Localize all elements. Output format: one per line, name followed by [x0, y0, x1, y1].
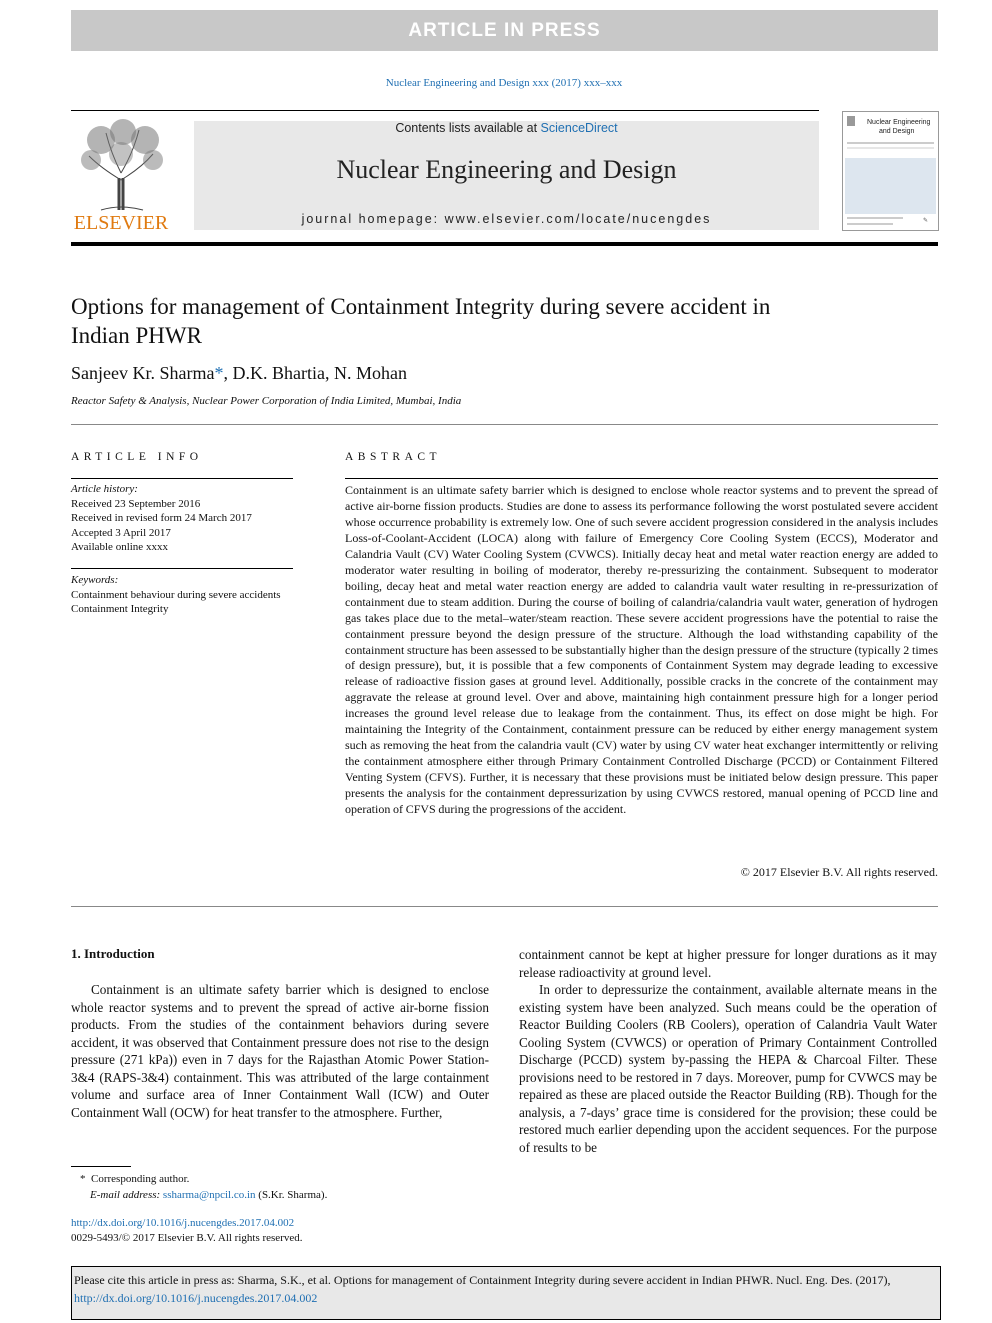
history-item: Accepted 3 April 2017 [71, 526, 171, 539]
article-info-heading: ARTICLE INFO [71, 451, 203, 463]
article-info-rule [71, 478, 293, 479]
footnote-mark: * [80, 1173, 86, 1185]
header-top-rule [71, 110, 819, 111]
email-suffix: (S.Kr. Sharma). [258, 1189, 328, 1201]
abstract-rule [345, 478, 938, 479]
cite-doi-link[interactable]: http://dx.doi.org/10.1016/j.nucengdes.2017.04.002 [74, 1291, 318, 1305]
elsevier-logo[interactable] [71, 118, 171, 232]
cite-text: Please cite this article in press as: Sharma, S.K., et al. Options for management of Containment Integrity during severe accident in Indian PHWR. Nucl. Eng. Des. (2017), [74, 1273, 891, 1287]
article-history [71, 482, 293, 555]
doi-block [71, 1216, 303, 1246]
intro-paragraph: containment cannot be kept at higher pressure for longer durations as it may release radioactivity at ground level. [519, 947, 937, 980]
corresponding-author-note: Corresponding author. [91, 1173, 190, 1185]
section-rule [71, 424, 938, 425]
abstract-text: Containment is an ultimate safety barrier which is designed to enclose whole reactor systems and to prevent the spread of active air-borne fission products. Studies are done to assess its performance following the worst postulated severe accident whose occurrence probability is extremely low. One of such severe accident progression considered in the analysis includes Loss-of-Coolant-Accident (LOCA) along with failure of Emergency Core Cooling System (ECCS), Moderator and Calandria Vault (CV) Water Cooling System (CVWCS). Initially decay heat and metal water reaction energy are added to moderator water resulting in boiling of moderator, thereby re-pressurizing the containment. Subsequent to moderator boiling, decay heat and metal water reaction energy are added to calandria vault water resulting in re-pressurization of containment due to steam addition. During the course of boiling of calandria/calandria vault water, generation of hydrogen gas takes place due to the metal–water/steam reaction. These severe accident progressions have the potential to raise the containment pressure beyond the design pressure of the structure. Although the load withstanding capability of the containment structure has been assessed to be substantially higher than the design pressure of the structure (typically 2 times of design pressure), but, it is possible that a few components of Containment System may degrade leading to excessive release of radioactive fission gases at ground level. Additionally, possible cracks in the concrete of the containment may aggravate the release at ground level. Over and above, maintaining high containment pressure high for a longer period increases the ground level release due to leakage from the containment. Thus, its effect on dose might be high. For maintaining the Integrity of the Containment, containment pressure can be reduced by either energy management system such as removing the heat from the calandria vault (CV) water by using CV water heat exchanger intermittently or reliving the containment atmosphere either through Primary Containment Controlled Discharge (PCCD) or Containment Filtered Venting System (CFVS). Further, it is necessary that these provisions must be initiated below design pressure. This paper presents the analysis for the containment depressurization by using CVWCS restored, manual opening of PCCD line and operation of CFVS during the progressions of the accident. [345, 483, 938, 817]
abstract-copyright: © 2017 Elsevier B.V. All rights reserved. [740, 865, 938, 879]
corresponding-author-mark[interactable]: * [214, 363, 224, 383]
history-item: Received 23 September 2016 [71, 497, 201, 510]
cite-this-article-box [71, 1266, 941, 1320]
keywords-label: Keywords: [71, 574, 119, 586]
svg-text:Nuclear Engineering: Nuclear Engineering [867, 119, 931, 126]
section-rule [71, 906, 938, 907]
footnote-rule [71, 1166, 131, 1167]
header-bottom-rule [71, 242, 938, 246]
keywords-rule [71, 568, 293, 569]
doi-link[interactable]: http://dx.doi.org/10.1016/j.nucengdes.2017.04.002 [71, 1217, 295, 1229]
keyword-item: Containment behaviour during severe accidents [71, 588, 281, 601]
article-in-press-banner: ARTICLE IN PRESS [71, 10, 938, 51]
contents-prefix: Contents lists available at [395, 121, 541, 135]
elsevier-wordmark: ELSEVIER [73, 212, 169, 232]
article-title: Options for management of Containment Integrity during severe accident in Indian PHWR [71, 294, 771, 348]
contents-line [194, 121, 819, 135]
footnote [80, 1171, 327, 1203]
abstract-heading: ABSTRACT [345, 451, 442, 463]
journal-cover-icon [843, 112, 938, 230]
elsevier-tree-icon [71, 118, 171, 232]
keywords [71, 573, 293, 617]
author-list [71, 363, 407, 384]
history-item: Received in revised form 24 March 2017 [71, 512, 252, 524]
introduction-heading: 1. Introduction [71, 946, 155, 961]
intro-column-right [519, 946, 937, 1157]
coauthor-names[interactable]: , D.K. Bhartia, N. Mohan [223, 363, 407, 383]
issn-line: 0029-5493/© 2017 Elsevier B.V. All rights reserved. [71, 1232, 303, 1244]
history-item: Available online xxxx [71, 541, 168, 553]
affiliation: Reactor Safety & Analysis, Nuclear Power Corporation of India Limited, Mumbai, India [71, 395, 462, 407]
journal-header [194, 121, 819, 230]
keyword-item: Containment Integrity [71, 603, 169, 615]
history-label: Article history: [71, 483, 138, 495]
journal-cover-thumbnail[interactable] [842, 111, 939, 231]
author-name[interactable]: Sanjeev Kr. Sharma [71, 363, 215, 383]
email-link[interactable]: ssharma@npcil.co.in [162, 1189, 256, 1201]
journal-citation-line[interactable]: Nuclear Engineering and Design xxx (2017) xxx–xxx [385, 77, 623, 89]
journal-homepage[interactable]: journal homepage: www.elsevier.com/locate/nucengdes [301, 212, 712, 226]
svg-text:and Design: and Design [879, 128, 915, 135]
email-label: E-mail address: [90, 1189, 161, 1201]
journal-name[interactable]: Nuclear Engineering and Design [336, 155, 677, 184]
svg-text:✎: ✎ [923, 218, 929, 224]
intro-column-left: Containment is an ultimate safety barrier which is designed to enclose whole reactor systems and to prevent the spread of active air-borne fission products. From the studies of the containment behaviors during severe accident, it was observed that Containment pressure does not rise to the design pressure (271 kPa)) even in 7 days for the Rajasthan Atomic Power Station-3&4 (RAPS-3&4) containment. This was attributed of the large containment volume and surface area of Inner Containment Wall (ICW) and Outer Containment Wall (OCW) for heat transfer to the atmosphere. Further, [71, 982, 489, 1120]
intro-paragraph: In order to depressurize the containment, available alternate means in the existing system have been analyzed. Such means could be the operation of Reactor Building Coolers (RB Coolers), operation of Calandria Vault Water Cooling System (CVWCS) or operation of Primary Containment Controlled Discharge (PCCD) system by-passing the HEPA & Charcoal Filter. These provisions need to be restored in 7 days. Moreover, pump for CVWCS may be repaired as these are placed outside the Reactor Building (RB). Though for the analysis, a 7-days’ grace time is considered for the provision; these could be restored much earlier depending upon the accident sequences. For the purpose of results to be [519, 982, 937, 1156]
sciencedirect-link[interactable]: ScienceDirect [540, 121, 618, 135]
